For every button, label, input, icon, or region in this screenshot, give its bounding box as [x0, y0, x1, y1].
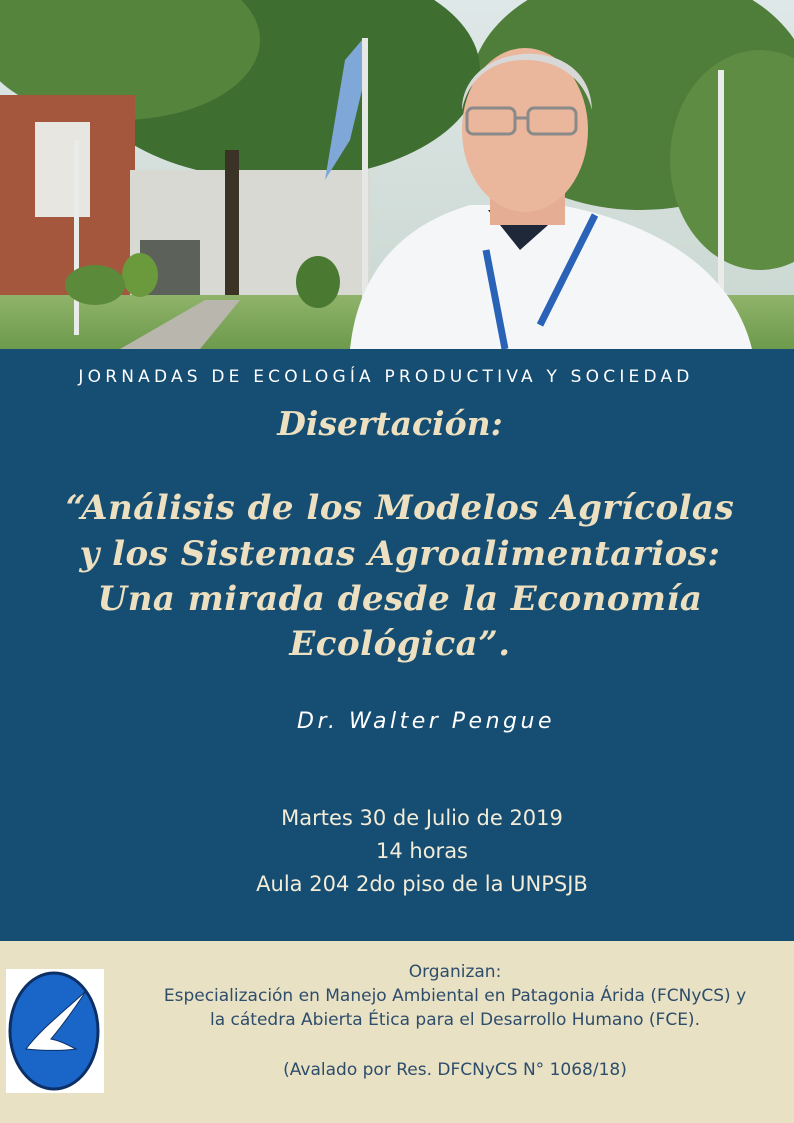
series-title: JORNADAS DE ECOLOGÍA PRODUCTIVA Y SOCIEDAD: [78, 367, 694, 387]
endorsement-text: (Avalado por Res. DFCNyCS N° 1068/18): [283, 1060, 627, 1080]
speaker-campus-photo: [0, 0, 794, 349]
event-time: 14 horas: [376, 839, 468, 863]
organizers-line: Especialización en Manejo Ambiental en Patagonia Árida (FCNyCS) y: [163, 986, 747, 1006]
organizers-heading: Organizan:: [408, 962, 502, 982]
talk-title-line: y los Sistemas Agroalimentarios:: [79, 534, 721, 574]
event-date: Martes 30 de Julio de 2019: [281, 806, 563, 830]
speaker-name: Dr. Walter Pengue: [297, 709, 555, 734]
talk-title-line: “Análisis de los Modelos Agrícolas: [65, 488, 735, 528]
organizers-line: la cátedra Abierta Ética para el Desarrollo Humano (FCE).: [210, 1010, 700, 1030]
event-place: Aula 204 2do piso de la UNPSJB: [256, 872, 588, 896]
talk-title-line: Una mirada desde la Economía: [97, 579, 703, 619]
header-photo: [0, 0, 794, 349]
talk-title-line: Ecológica”.: [289, 624, 511, 664]
dissertation-label: Disertación:: [277, 404, 503, 443]
